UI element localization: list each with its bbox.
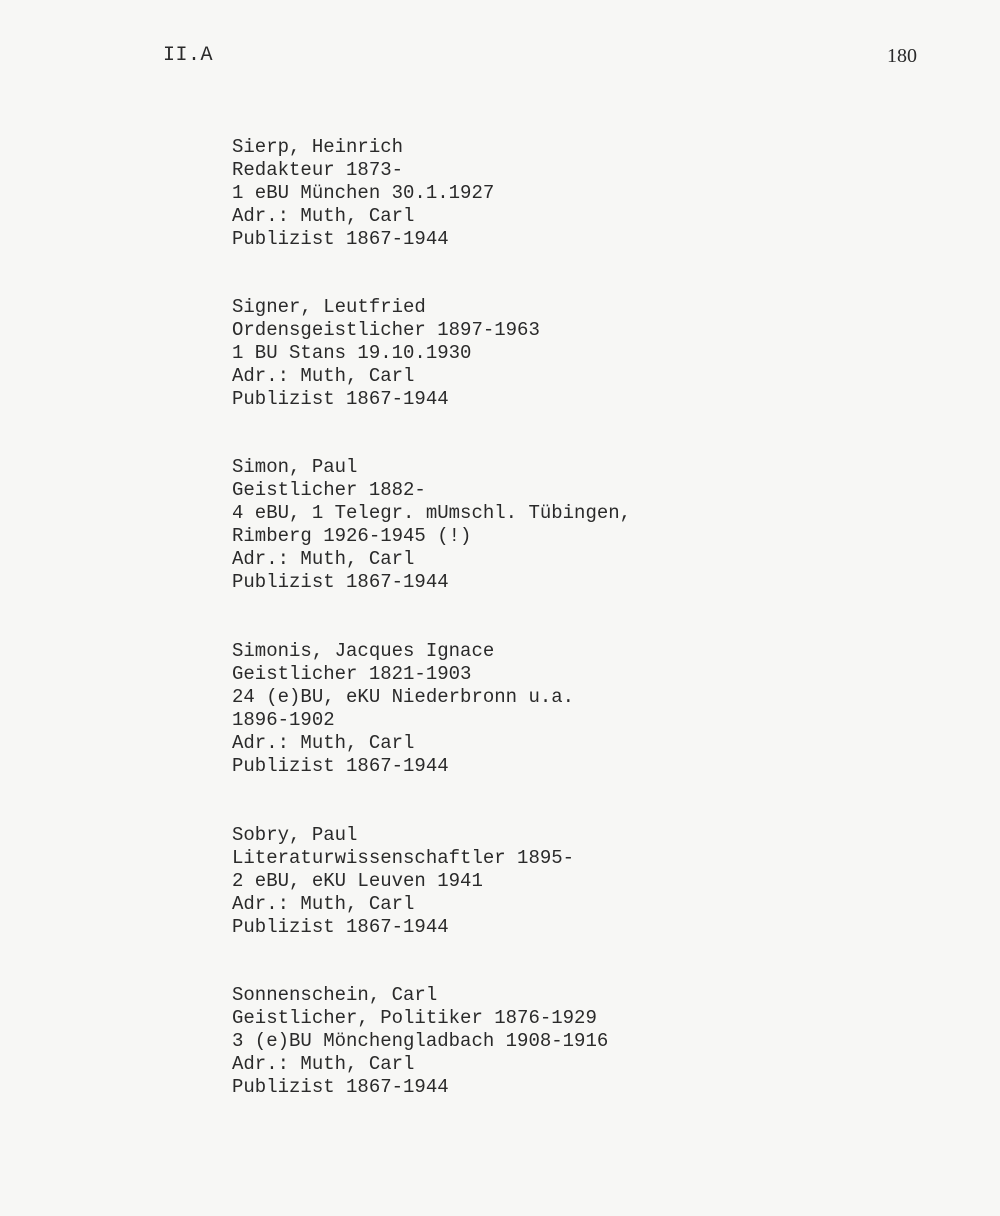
entry-occupation: Ordensgeistlicher 1897-1963: [232, 319, 540, 341]
entry-sierp: [232, 136, 952, 251]
entry-holdings-continued: 1896-1902: [232, 709, 335, 731]
entry-holdings: 1 BU Stans 19.10.1930: [232, 342, 472, 364]
entry-addressee-occupation: Publizist 1867-1944: [232, 1076, 449, 1098]
entry-name: Simonis, Jacques Ignace: [232, 640, 495, 662]
entry-sonnenschein: [232, 984, 952, 1099]
entry-addressee: Adr.: Muth, Carl: [232, 548, 415, 570]
entry-addressee: Adr.: Muth, Carl: [232, 205, 415, 227]
entry-addressee-occupation: Publizist 1867-1944: [232, 916, 449, 938]
entry-holdings: 2 eBU, eKU Leuven 1941: [232, 870, 483, 892]
entry-holdings: 24 (e)BU, eKU Niederbronn u.a.: [232, 686, 575, 708]
entry-simon: [232, 456, 952, 594]
entry-addressee: Adr.: Muth, Carl: [232, 893, 415, 915]
entry-holdings: 1 eBU München 30.1.1927: [232, 182, 495, 204]
entry-name: Simon, Paul: [232, 456, 358, 478]
entry-addressee: Adr.: Muth, Carl: [232, 365, 415, 387]
entry-occupation: Geistlicher 1821-1903: [232, 663, 472, 685]
entry-addressee-occupation: Publizist 1867-1944: [232, 388, 449, 410]
entry-addressee-occupation: Publizist 1867-1944: [232, 755, 449, 777]
entry-name: Sonnenschein, Carl: [232, 984, 438, 1006]
entry-occupation: Geistlicher, Politiker 1876-1929: [232, 1007, 597, 1029]
entry-occupation: Literaturwissenschaftler 1895-: [232, 847, 575, 869]
entry-holdings: 3 (e)BU Mönchengladbach 1908-1916: [232, 1030, 609, 1052]
section-label: II.A: [163, 44, 214, 67]
entry-name: Sobry, Paul: [232, 824, 358, 846]
entry-addressee: Adr.: Muth, Carl: [232, 732, 415, 754]
entry-signer: [232, 296, 952, 411]
entry-addressee-occupation: Publizist 1867-1944: [232, 571, 449, 593]
entry-holdings: 4 eBU, 1 Telegr. mUmschl. Tübingen,: [232, 502, 632, 524]
page-number: 180: [887, 45, 917, 67]
entry-holdings-continued: Rimberg 1926-1945 (!): [232, 525, 472, 547]
entry-occupation: Redakteur 1873-: [232, 159, 404, 181]
entry-addressee: Adr.: Muth, Carl: [232, 1053, 415, 1075]
entry-simonis: [232, 640, 952, 778]
entry-occupation: Geistlicher 1882-: [232, 479, 426, 501]
entry-name: Sierp, Heinrich: [232, 136, 404, 158]
entry-name: Signer, Leutfried: [232, 296, 426, 318]
entry-addressee-occupation: Publizist 1867-1944: [232, 228, 449, 250]
entry-sobry: [232, 824, 952, 939]
